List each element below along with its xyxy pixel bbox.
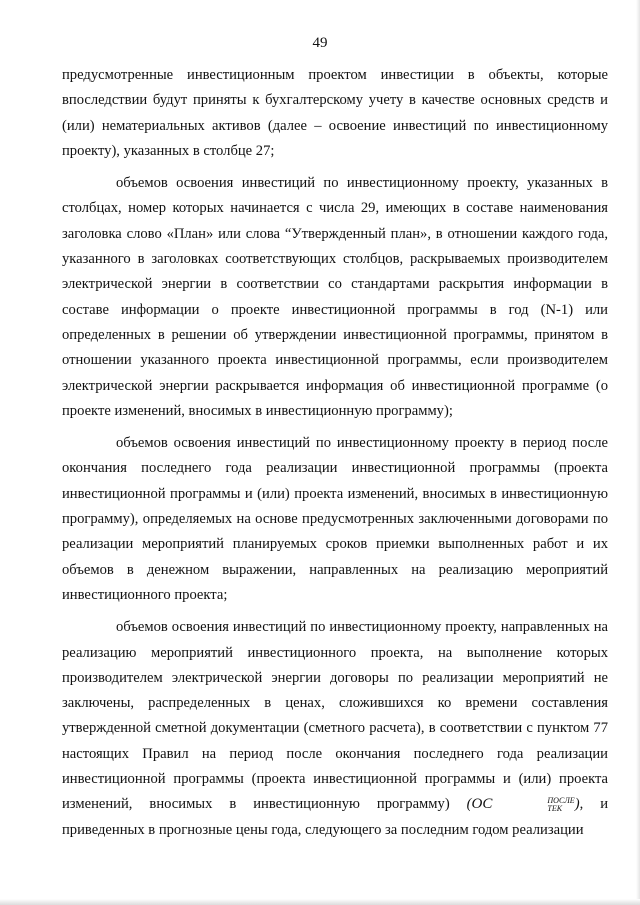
page-edge-right <box>636 0 640 905</box>
formula-os-posle-tek <box>467 796 580 812</box>
paragraph-after-program-no-contracts <box>62 615 608 843</box>
formula-subscript: ТЕК <box>547 803 563 813</box>
paragraph-text-after-formula: , и приведенных в прогнозные цены года, следующего за последним годом реализации <box>62 796 608 838</box>
paragraph-after-program-contracts: объемов освоения инвестиций по инвестиционному проекту в период после окончания последнего года реализации инвестиционной программы (проекта инвестиционной программы и (или) проекта изменений, вносимых в инвестиционную программу), определяемых на основе предусмотренных заключенными договорами по реализации мероприятий планируемых сроков приемки выполненных работ и их объемов в денежном выражении, направленных на реализацию мероприятий инвестиционного проекта; <box>62 435 608 603</box>
body-text <box>62 63 608 843</box>
paragraph-planned-investments: объемов освоения инвестиций по инвестиционному проекту, указанных в столбцах, номер которых начинается с числа 29, имеющих в составе наименования заголовка слово «План» или слова “Утвержденный план», в отношении каждого года, указанного в заголовках соответствующих столбцов, раскрываемых производителем электрической энергии в соответствии со стандартами раскрытия информации в составе информации о проекте инвестиционной программы в год (N-1) или определенных в решении об утверждении инвестиционной программы, принятом в отношении указанного проекта инвестиционной программы, если производителем электрической энергии раскрывается информация об инвестиционной программе (о проекте изменений, вносимых в инвестиционную программу); <box>62 175 608 419</box>
paragraph-text-before-formula: объемов освоения инвестиций по инвестиционному проекту, направленных на реализацию мероприятий инвестиционного проекта, на выполнение которых производителем электрической энергии договоры по реализации мероприятий не заключены, распределенных в ценах, сложившихся ко времени составления утвержденной сметной документации (сметного расчета), в соответствии с пунктом 77 настоящих Правил на период после окончания последнего года реализации инвестиционной программы (проекта инвестиционной программы и (или) проекта изменений, вносимых в инвестиционную программу) <box>62 619 608 813</box>
formula-open-paren: ( <box>466 796 472 813</box>
formula-superscript: ПОСЛЕ <box>547 795 575 805</box>
paragraph-continuation: предусмотренные инвестиционным проектом инвестиции в объекты, которые впоследствии будут приняты к бухгалтерскому учету в качестве основных средств и (или) нематериальных активов (далее – освоение инвестиций по инвестиционному проекту), указанных в столбце 27; <box>62 67 608 159</box>
page-number: 49 <box>312 35 328 51</box>
formula-close-paren: ) <box>574 796 580 813</box>
formula-symbol: ОС <box>471 796 493 813</box>
formula-indices <box>493 797 574 813</box>
page-edge-bottom <box>0 899 640 905</box>
